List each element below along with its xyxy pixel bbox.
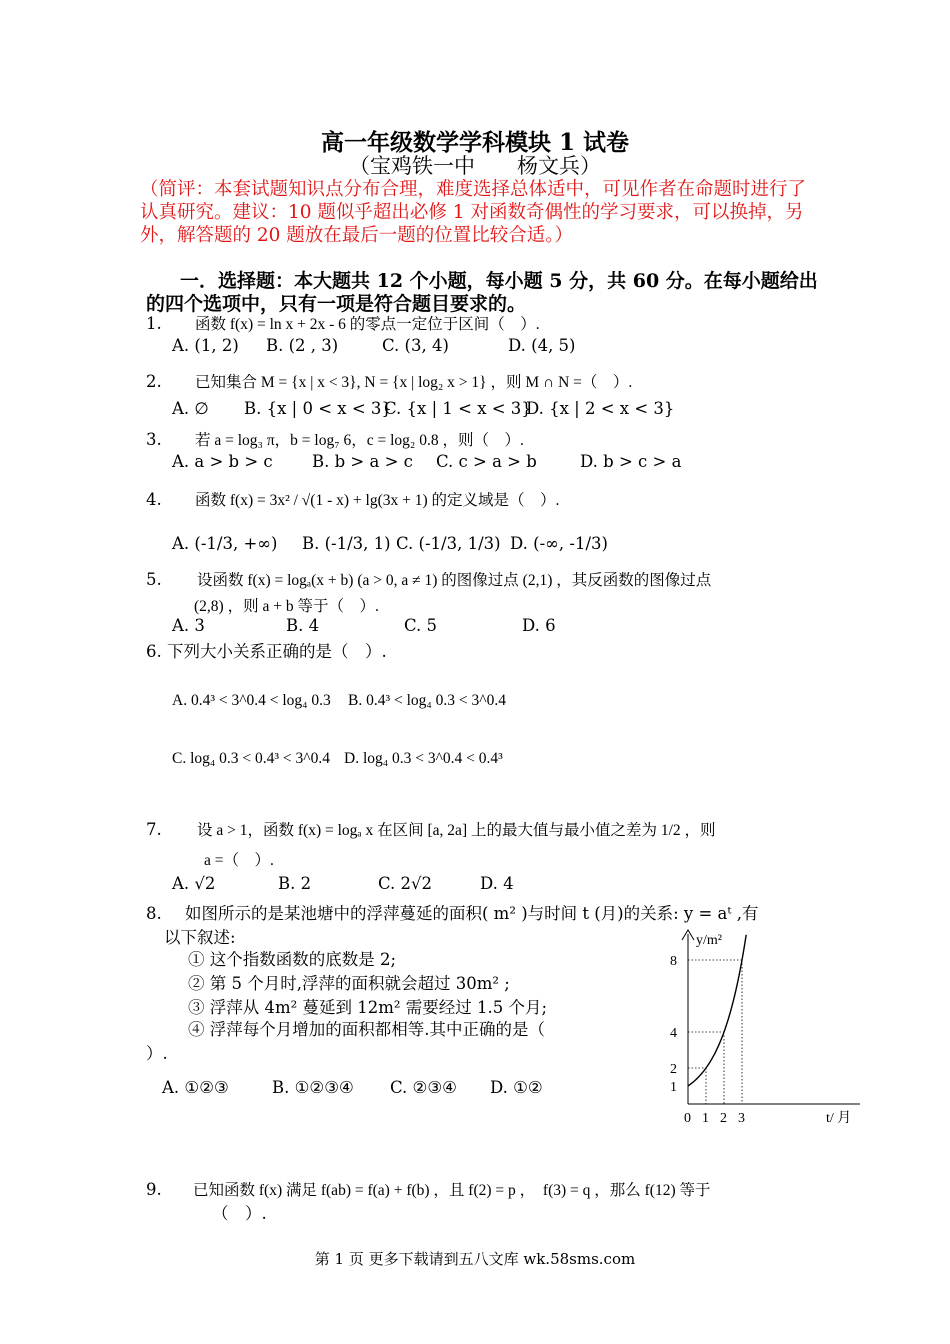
q8-option-b[interactable]: B. ①②③④ xyxy=(272,1078,354,1097)
q5-option-c[interactable]: C. 5 xyxy=(404,616,438,635)
question-4: 4. 函数 f(x) = 3x² / √(1 - x) + lg(3x + 1) 的定义域是（ ）. xyxy=(146,490,560,509)
q5-option-a[interactable]: A. 3 xyxy=(172,616,205,635)
reviewer-comment: （简评：本套试题知识点分布合理，难度选择总体适中，可见作者在命题时进行了认真研究。建议：10 题似乎超出必修 1 对函数奇偶性的学习要求，可以换掉，另外，解答题的 20 题放在最后一题的位置比较合适。） xyxy=(140,179,807,246)
q1-option-d[interactable]: D. (4, 5) xyxy=(508,336,576,355)
q8-statement-2: ② 第 5 个月时,浮萍的面积就会超过 30m² ; xyxy=(188,974,510,993)
q8-option-a[interactable]: A. ①②③ xyxy=(162,1078,229,1097)
question-9-line2: （ ）. xyxy=(212,1204,267,1223)
q6-option-d[interactable]: D. log₄ 0.3 < 3^0.4 < 0.4³ xyxy=(344,750,503,767)
question-9: 9. 已知函数 f(x) 满足 f(ab) = f(a) + f(b) ，且 f(2) = p ， f(3) = q ，那么 f(12) 等于 xyxy=(146,1180,711,1199)
question-7: 7. 设 a > 1，函数 f(x) = logₐ x 在区间 [a, 2a] 上的最大值与最小值之差为 1/2 ，则 xyxy=(146,820,716,839)
q2-option-a[interactable]: A. ∅ xyxy=(172,399,209,418)
section-header: 一．选择题：本大题共 12 个小题，每小题 5 分，共 60 分。在每小题给出的四个选项中，只有一项是符合题目要求的。 xyxy=(146,270,818,315)
q5-option-d[interactable]: D. 6 xyxy=(522,616,556,635)
q4-option-a[interactable]: A. (-1/3, +∞) xyxy=(172,534,278,553)
q2-option-d[interactable]: D. {x | 2 < x < 3} xyxy=(526,399,675,418)
x-tick-label: 3 xyxy=(738,1111,745,1126)
q3-option-b[interactable]: B. b > a > c xyxy=(312,452,413,471)
q4-option-c[interactable]: C. (-1/3, 1/3) xyxy=(396,534,501,553)
q8-statement-4: ④ 浮萍每个月增加的面积都相等.其中正确的是（ xyxy=(188,1020,545,1039)
q8-growth-chart xyxy=(660,924,870,1136)
q6-option-c[interactable]: C. log₄ 0.3 < 0.4³ < 3^0.4 xyxy=(172,750,330,767)
question-8: 8. 如图所示的是某池塘中的浮萍蔓延的面积( m² )与时间 t (月)的关系: y = aᵗ ,有 xyxy=(146,904,759,923)
q2-option-b[interactable]: B. {x | 0 < x < 3} xyxy=(244,399,392,418)
q8-option-c[interactable]: C. ②③④ xyxy=(390,1078,457,1097)
q8-option-d[interactable]: D. ①② xyxy=(490,1078,543,1097)
page-subtitle: （宝鸡铁一中 杨文兵） xyxy=(349,154,601,178)
q7-option-d[interactable]: D. 4 xyxy=(480,874,514,893)
q1-option-c[interactable]: C. (3, 4) xyxy=(382,336,449,355)
question-7-line2: a =（ ）. xyxy=(204,852,274,869)
y-tick-label: 2 xyxy=(670,1062,677,1077)
y-axis-label: y/m² xyxy=(696,933,722,948)
y-tick-label: 4 xyxy=(670,1026,677,1041)
question-6: 6. 下列大小关系正确的是（ ）. xyxy=(146,642,387,661)
q4-option-b[interactable]: B. (-1/3, 1) xyxy=(302,534,391,553)
q8-tail: ）. xyxy=(146,1044,168,1063)
q8-statement-3: ③ 浮萍从 4m² 蔓延到 12m² 需要经过 1.5 个月; xyxy=(188,998,548,1017)
question-1: 1. 函数 f(x) = ln x + 2x - 6 的零点一定位于区间（ ）. xyxy=(146,314,540,333)
question-3: 3. 若 a = log₃ π，b = log₇ 6，c = log₂ 0.8 ，则（ ）. xyxy=(146,430,524,449)
q5-option-b[interactable]: B. 4 xyxy=(286,616,320,635)
q3-option-c[interactable]: C. c > a > b xyxy=(436,452,537,471)
question-8-line2: 以下叙述: xyxy=(164,928,236,947)
y-tick-label: 1 xyxy=(670,1080,677,1095)
q7-option-b[interactable]: B. 2 xyxy=(278,874,312,893)
q8-statement-1: ① 这个指数函数的底数是 2; xyxy=(188,950,397,969)
question-5-line2: (2,8) ，则 a + b 等于（ ）. xyxy=(194,598,379,615)
question-2: 2. 已知集合 M = {x | x < 3}, N = {x | log₂ x > 1} ，则 M ∩ N =（ ）. xyxy=(146,372,633,391)
x-tick-label: 2 xyxy=(720,1111,727,1126)
page-title: 高一年级数学学科模块 1 试卷 xyxy=(320,129,630,156)
q4-option-d[interactable]: D. (-∞, -1/3) xyxy=(510,534,608,553)
y-tick-label: 8 xyxy=(670,954,677,969)
q1-option-b[interactable]: B. (2 , 3) xyxy=(266,336,339,355)
question-5: 5. 设函数 f(x) = logₐ(x + b) (a > 0, a ≠ 1) 的图像过点 (2,1) ，其反函数的图像过点 xyxy=(146,570,712,589)
growth-curve xyxy=(688,935,746,1086)
q6-option-b[interactable]: B. 0.4³ < log₄ 0.3 < 3^0.4 xyxy=(348,692,506,709)
q2-option-c[interactable]: C. {x | 1 < x < 3} xyxy=(384,399,532,418)
x-tick-label: 0 xyxy=(684,1111,691,1126)
q1-option-a[interactable]: A. (1, 2) xyxy=(172,336,239,355)
q6-option-a[interactable]: A. 0.4³ < 3^0.4 < log₄ 0.3 xyxy=(172,692,331,709)
q7-option-c[interactable]: C. 2√2 xyxy=(378,874,433,893)
q7-option-a[interactable]: A. √2 xyxy=(172,874,216,893)
q3-option-a[interactable]: A. a > b > c xyxy=(172,452,273,471)
x-axis-label: t/ 月 xyxy=(826,1111,852,1126)
x-tick-label: 1 xyxy=(702,1111,709,1126)
page-footer: 第 1 页 更多下载请到五八文库 wk.58sms.com xyxy=(314,1250,636,1268)
q3-option-d[interactable]: D. b > c > a xyxy=(580,452,682,471)
